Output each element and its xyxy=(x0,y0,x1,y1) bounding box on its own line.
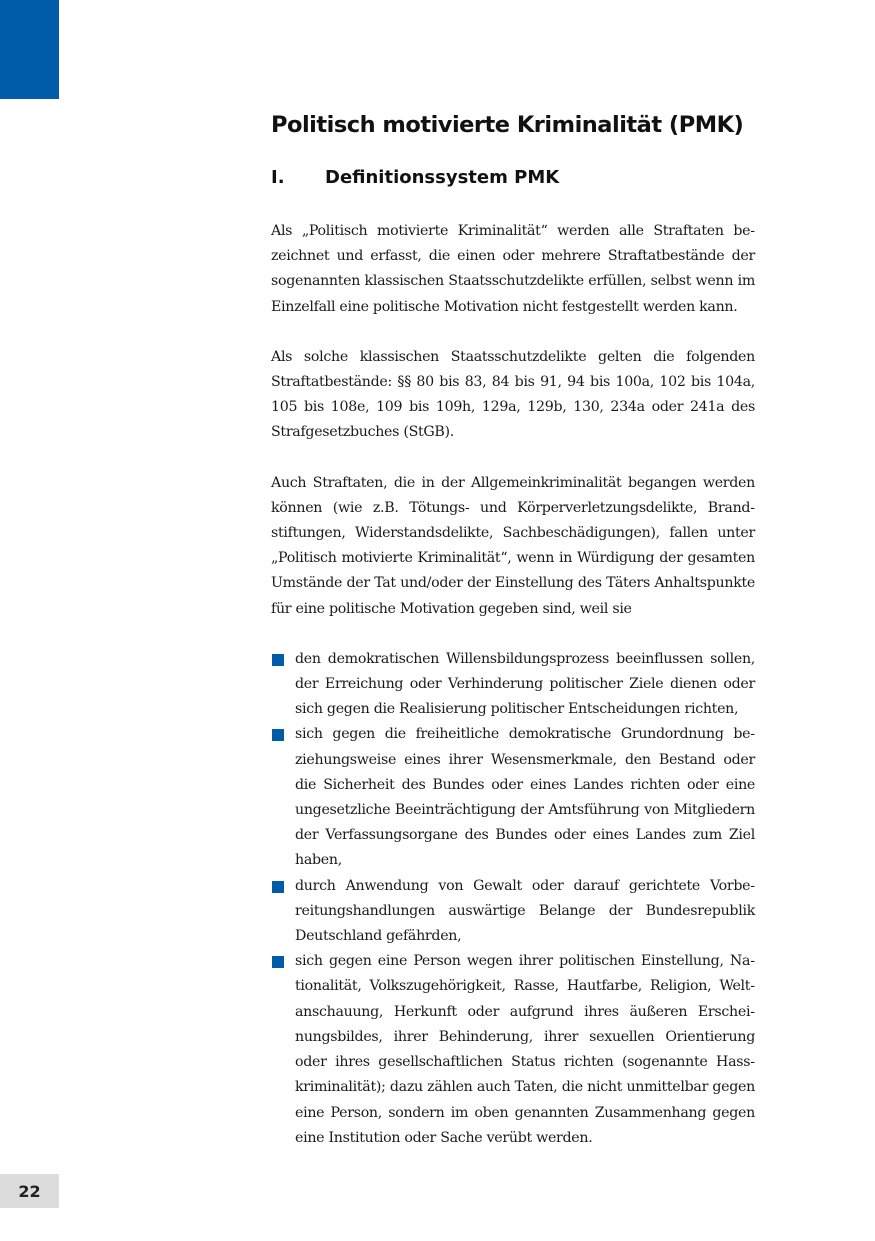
list-item-text: sich gegen eine Person wegen ihrer politischen Einstellung, Nationalität, Volkszugehörigkeit, Rasse, Hautfarbe, Religion, Weltanschauung, Herkunft oder aufgrund ihres äußeren Erscheinungsbildes, ihrer Behinderung, ihrer sexuellen Orientierung oder ihres gesellschaftlichen Status richten (sogenannte Hasskriminalität); dazu zählen auch Taten, die nicht unmittelbar gegen eine Person, sondern im oben genannten Zusammenhang gegen eine Institution oder Sache verübt werden. xyxy=(295,953,755,1146)
page-content xyxy=(271,108,755,1151)
motivation-criteria-list xyxy=(271,647,755,1151)
list-item xyxy=(271,722,755,873)
section-title: Definitionssystem PMK xyxy=(325,166,560,188)
list-item xyxy=(271,647,755,723)
list-item xyxy=(271,949,755,1151)
page-title: Politisch motivierte Kriminalität (PMK) xyxy=(271,112,744,138)
corner-accent-tab xyxy=(0,0,59,99)
square-bullet-icon xyxy=(272,881,284,893)
paragraph-definition: Als „Politisch motivierte Kriminalität“ werden alle Straftaten bezeichnet und erfasst, die einen oder mehrere Straftatbestände der sogenannten klassischen Staatsschutzdelikte erfüllen, selbst wenn im Einzelfall eine politische Motivation nicht festgestellt werden kann. xyxy=(271,223,755,315)
section-heading xyxy=(271,162,755,192)
square-bullet-icon xyxy=(272,654,284,666)
page-number: 22 xyxy=(0,1174,59,1208)
list-item xyxy=(271,874,755,950)
paragraph-general-crime: Auch Straftaten, die in der Allgemeinkriminalität begangen werden können (wie z.B. Tötungs- und Körperverletzungsdelikte, Brandstiftungen, Widerstandsdelikte, Sachbeschädigungen), fallen unter „Politisch motivierte Kriminalität“, wenn in Würdigung der gesamten Umstände der Tat und/oder der Einstellung des Täters Anhaltspunkte für eine politische Motivation gegeben sind, weil sie xyxy=(271,474,755,617)
paragraph-classic-offenses: Als solche klassischen Staatsschutzdelikte gelten die folgenden Straftatbestände: §§ 80 bis 83, 84 bis 91, 94 bis 100a, 102 bis 104a, 105 bis 108e, 109 bis 109h, 129a, 129b, 130, 234a oder 241a des Strafgesetzbuches (StGB). xyxy=(271,348,755,441)
list-item-text: den demokratischen Willensbildungsprozess beeinflussen sollen, der Erreichung oder Verhinderung politischer Ziele dienen oder sich gegen die Realisierung politischer Entscheidungen richten, xyxy=(295,650,755,718)
square-bullet-icon xyxy=(272,956,284,968)
square-bullet-icon xyxy=(272,729,284,741)
list-item-text: sich gegen die freiheitliche demokratische Grundordnung beziehungsweise eines ihrer Wesensmerkmale, den Bestand oder die Sicherheit des Bundes oder eines Landes richten oder eine ungesetzliche Beeinträchtigung der Amtsführung von Mitgliedern der Verfassungsorgane des Bundes oder eines Landes zum Ziel haben, xyxy=(295,726,755,869)
list-item-text: durch Anwendung von Gewalt oder darauf gerichtete Vorbereitungshandlungen auswärtige Belange der Bundesrepublik Deutschland gefährden, xyxy=(295,877,755,945)
section-number: I. xyxy=(271,166,285,188)
